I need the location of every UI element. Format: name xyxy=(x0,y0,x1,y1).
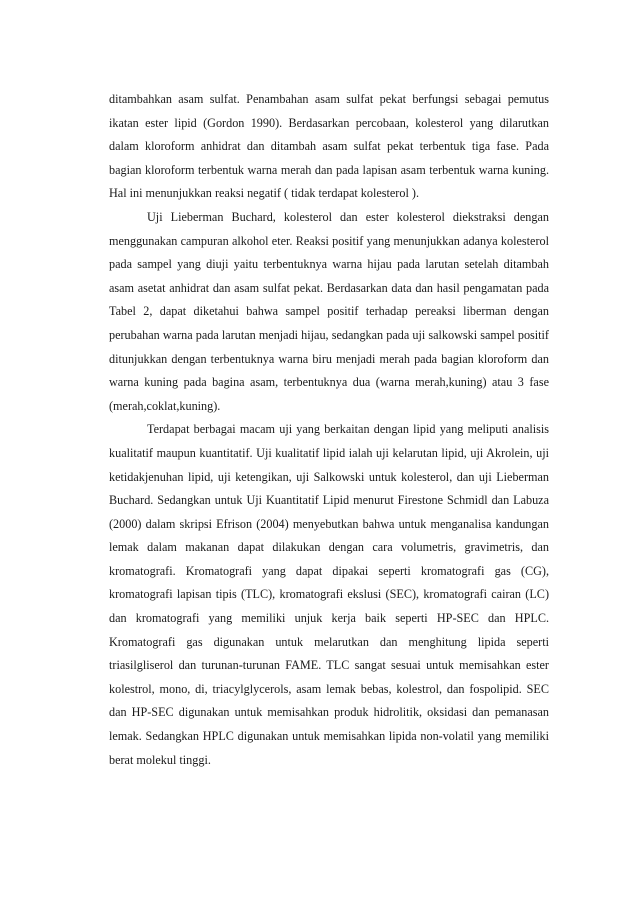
document-body xyxy=(109,88,549,772)
paragraph-2: Uji Lieberman Buchard, kolesterol dan ester kolesterol diekstraksi dengan menggunakan campuran alkohol eter. Reaksi positif yang menunjukkan adanya kolesterol pada sampel yang diuji yaitu terbentuknya warna hijau pada larutan setelah ditambah asam asetat anhidrat dan asam sulfat pekat. Berdasarkan data dan hasil pengamatan pada Tabel 2, dapat diketahui bahwa sampel positif terhadap pereaksi liberman dengan perubahan warna pada larutan menjadi hijau, sedangkan pada uji salkowski sampel positif ditunjukkan dengan terbentuknya warna biru menjadi merah pada bagian kloroform dan warna kuning pada bagina asam, terbentuknya dua (warna merah,kuning) atau 3 fase (merah,coklat,kuning). xyxy=(109,209,549,413)
paragraph-1: ditambahkan asam sulfat. Penambahan asam sulfat pekat berfungsi sebagai pemutus ikatan ester lipid (Gordon 1990). Berdasarkan percobaan, kolesterol yang dilarutkan dalam kloroform anhidrat dan ditambah asam sulfat pekat terbentuk tiga fase. Pada bagian kloroform terbentuk warna merah dan pada lapisan asam terbentuk warna kuning. Hal ini menunjukkan reaksi negatif ( tidak terdapat kolesterol ). xyxy=(109,92,549,201)
paragraph-3: Terdapat berbagai macam uji yang berkaitan dengan lipid yang meliputi analisis kualitatif maupun kuantitatif. Uji kualitatif lipid ialah uji kelarutan lipid, uji Akrolein, uji ketidakjenuhan lipid, uji ketengikan, uji Salkowski untuk kolesterol, dan uji Lieberman Buchard. Sedangkan untuk Uji Kuantitatif Lipid menurut Firestone Schmidl dan Labuza (2000) dalam skripsi Efrison (2004) menyebutkan bahwa untuk menganalisa kandungan lemak dalam makanan dapat dilakukan dengan cara volumetris, gravimetris, dan kromatografi. Kromatografi yang dapat dipakai seperti kromatografi gas (CG), kromatografi lapisan tipis (TLC), kromatografi ekslusi (SEC), kromatografi cairan (LC) dan kromatografi yang memiliki unjuk kerja baik seperti HP-SEC dan HPLC. Kromatografi gas digunakan untuk melarutkan dan menghitung lipida seperti triasilgliserol dan turunan-turunan FAME. TLC sangat sesuai untuk memisahkan ester kolestrol, mono, di, triacylglycerols, asam lemak bebas, kolestrol, dan fospolipid. SEC dan HP-SEC digunakan untuk memisahkan produk hidrolitik, oksidasi dan pemanasan lemak. Sedangkan HPLC digunakan untuk memisahkan lipida non-volatil yang memiliki berat molekul tinggi. xyxy=(109,422,549,767)
